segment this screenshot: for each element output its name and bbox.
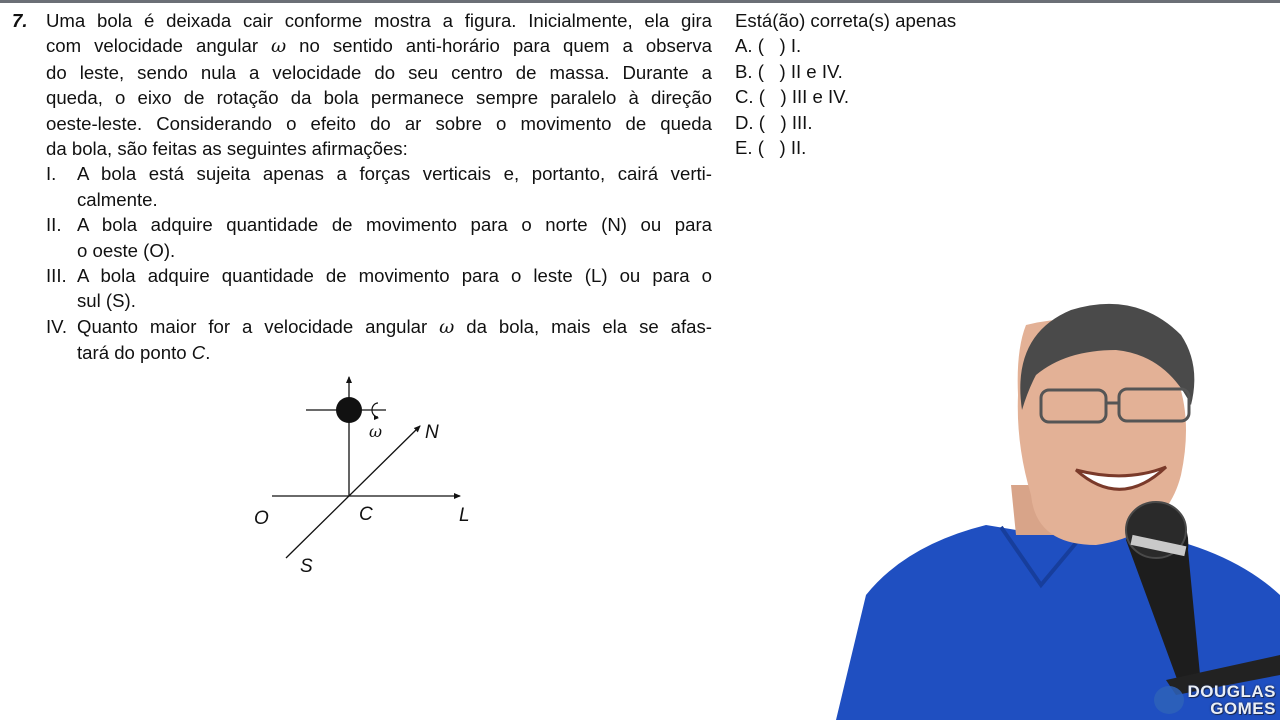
question-block xyxy=(12,8,712,366)
statement-text: A bola adquire quantidade de movimento para o norte (N) ou para xyxy=(77,214,712,236)
option-a[interactable] xyxy=(735,33,956,58)
west-label: O xyxy=(254,508,269,529)
omega-label: ω xyxy=(369,422,383,441)
option-checkbox[interactable]: ( ) xyxy=(757,137,786,159)
falling-ball-diagram xyxy=(240,365,500,585)
statement-text xyxy=(77,314,712,340)
option-text: II. xyxy=(790,137,807,159)
statement-text: o oeste (O). xyxy=(77,239,176,261)
option-letter: A. xyxy=(735,35,753,57)
options-prompt: Está(ão) correta(s) apenas xyxy=(735,10,957,31)
statement-item xyxy=(46,161,712,212)
statement-text-part: . xyxy=(205,342,211,364)
logo-line-2: GOMES xyxy=(1210,699,1276,718)
point-label: C xyxy=(191,342,206,364)
statement-item xyxy=(46,263,712,314)
omega-symbol: ω xyxy=(439,316,455,338)
statement-numeral: II. xyxy=(46,214,62,236)
statement-text-part: da bola, mais ela se afas- xyxy=(454,315,713,337)
stem-line xyxy=(46,33,712,59)
presenter-illustration xyxy=(836,295,1280,720)
option-text: III e IV. xyxy=(791,86,850,108)
statement-item xyxy=(46,212,712,263)
top-accent-bar xyxy=(0,0,1280,3)
statement-text-part: Quanto maior for a velocidade angular xyxy=(77,315,440,337)
channel-logo xyxy=(1150,680,1280,720)
statement-numeral: I. xyxy=(46,163,57,185)
option-letter: D. xyxy=(735,111,754,133)
omega-symbol: ω xyxy=(271,36,287,58)
stem-line: da bola, são feitas as seguintes afirmações: xyxy=(46,138,408,160)
option-e[interactable] xyxy=(735,135,956,160)
option-checkbox[interactable]: ( ) xyxy=(757,60,786,82)
option-checkbox[interactable]: ( ) xyxy=(758,86,787,108)
stem-text: com velocidade angular xyxy=(46,35,272,57)
statement-text-part: tará do ponto xyxy=(77,342,192,364)
option-letter: C. xyxy=(735,86,754,108)
option-letter: E. xyxy=(735,137,753,159)
statement-numeral: III. xyxy=(46,265,67,287)
statement-text: A bola está sujeita apenas a forças verticais e, portanto, cairá verti- xyxy=(77,163,712,185)
question-stem xyxy=(46,8,712,161)
option-text: III. xyxy=(791,111,813,133)
north-label: N xyxy=(425,422,439,443)
stem-line: do leste, sendo nula a velocidade do seu centro de massa. Durante a xyxy=(46,61,712,83)
stem-text: no sentido anti-horário para quem a observa xyxy=(286,35,712,57)
statement-text: calmente. xyxy=(77,188,158,210)
option-letter: B. xyxy=(735,60,753,82)
stem-line: oeste-leste. Considerando o efeito do ar sobre o movimento de queda xyxy=(46,112,712,134)
stem-line: Uma bola é deixada cair conforme mostra a figura. Inicialmente, ela gira xyxy=(46,10,712,31)
stem-line: queda, o eixo de rotação da bola permanece sempre paralelo à direção xyxy=(46,87,712,109)
option-checkbox[interactable]: ( ) xyxy=(757,35,786,57)
logo-mark-icon xyxy=(1154,686,1184,714)
option-text: II e IV. xyxy=(790,60,843,82)
option-d[interactable] xyxy=(735,110,956,135)
statement-numeral: IV. xyxy=(46,315,68,337)
statement-text: sul (S). xyxy=(77,290,136,312)
south-north-axis xyxy=(286,426,420,558)
east-label: L xyxy=(459,505,470,526)
option-checkbox[interactable]: ( ) xyxy=(758,111,787,133)
option-c[interactable] xyxy=(735,84,956,109)
option-text: I. xyxy=(790,35,802,57)
presenter-video xyxy=(836,295,1280,720)
ball xyxy=(336,397,362,423)
statement-list xyxy=(46,161,712,365)
statement-text xyxy=(77,340,712,365)
question-number: 7. xyxy=(12,10,28,31)
center-label: C xyxy=(359,504,373,525)
statement-text: A bola adquire quantidade de movimento para o leste (L) ou para o xyxy=(77,265,712,287)
option-b[interactable] xyxy=(735,59,956,84)
south-label: S xyxy=(300,556,313,577)
answer-options xyxy=(735,8,956,160)
diagram-svg xyxy=(240,365,500,585)
statement-item xyxy=(46,314,712,366)
logo-line-1: DOUGLAS xyxy=(1187,682,1276,701)
